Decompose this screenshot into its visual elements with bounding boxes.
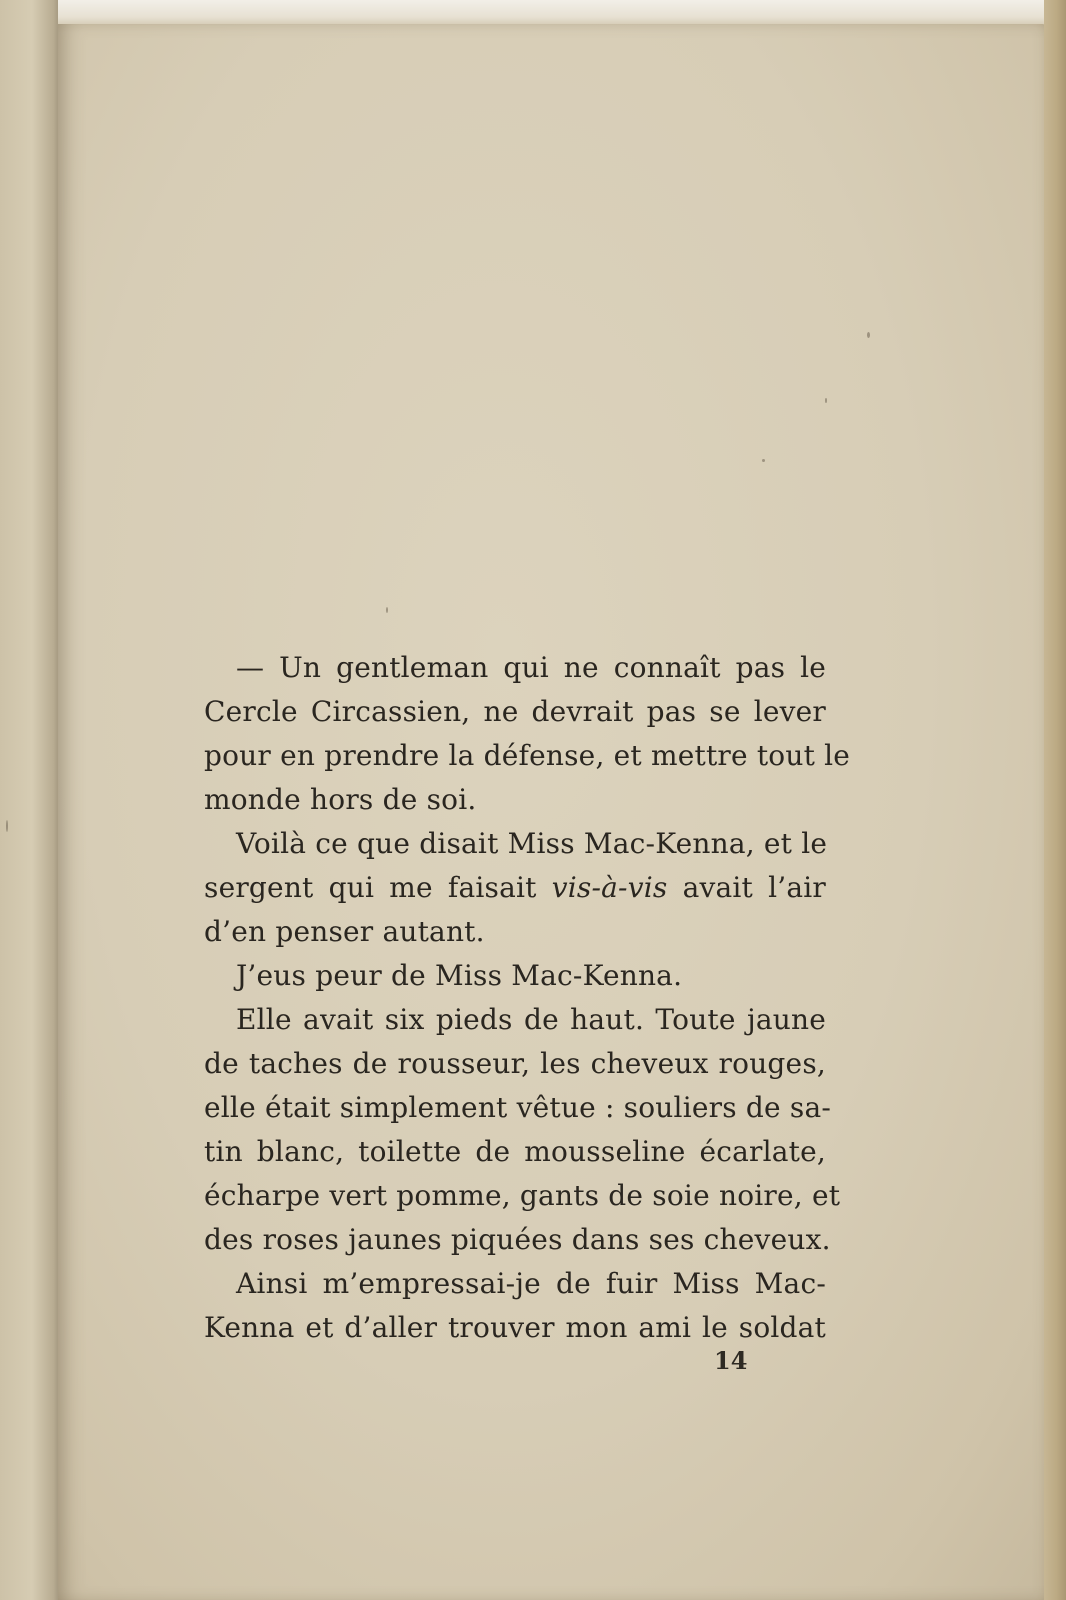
paper-speck [762, 459, 765, 462]
paragraph-5 [172, 1262, 826, 1350]
text-line: monde hors de soi. [204, 783, 477, 816]
paper-speck [6, 820, 8, 832]
text-line: Kenna et d’aller trouver mon ami le soldat [204, 1311, 826, 1344]
paragraph-3 [172, 954, 826, 998]
text-line: écharpe vert pomme, gants de soie noire, et [204, 1179, 841, 1212]
page-stack-edge [1044, 0, 1066, 1600]
text-line: de taches de rousseur, les cheveux rouges, [204, 1047, 826, 1080]
text-line: Elle avait six pieds de haut. Toute jaune [236, 1003, 826, 1036]
paper-speck [825, 398, 827, 403]
page-number: 14 [714, 1346, 748, 1375]
text-line: d’en penser autant. [204, 915, 485, 948]
text-line: des roses jaunes piquées dans ses cheveux. [204, 1223, 831, 1256]
text-line: Ainsi m’empressai-je de fuir Miss Mac- [236, 1267, 826, 1300]
text-line: — Un gentleman qui ne connaît pas le [236, 651, 826, 684]
text-line: elle était simplement vêtue : souliers de sa- [204, 1091, 831, 1124]
text-line: Voilà ce que disait Miss Mac-Kenna, et le [236, 827, 828, 860]
text-segment: sergent qui me faisait [204, 871, 552, 904]
paragraph-2 [172, 822, 826, 954]
paper-speck [386, 607, 388, 613]
paragraph-4 [172, 998, 841, 1262]
text-segment: avait l’air [667, 871, 826, 904]
text-line: J’eus peur de Miss Mac-Kenna. [236, 959, 683, 992]
paragraph-1 [172, 646, 851, 822]
paper-speck [867, 332, 870, 338]
text-line: pour en prendre la défense, et mettre tout le [204, 739, 851, 772]
text-line-with-italic [172, 866, 826, 910]
text-line: Cercle Circassien, ne devrait pas se lever [204, 695, 826, 728]
text-line: tin blanc, toilette de mousseline écarlate, [204, 1135, 826, 1168]
italic-phrase: vis-à-vis [551, 871, 668, 904]
facing-page-edge [0, 0, 58, 1600]
body-text [172, 646, 851, 1350]
